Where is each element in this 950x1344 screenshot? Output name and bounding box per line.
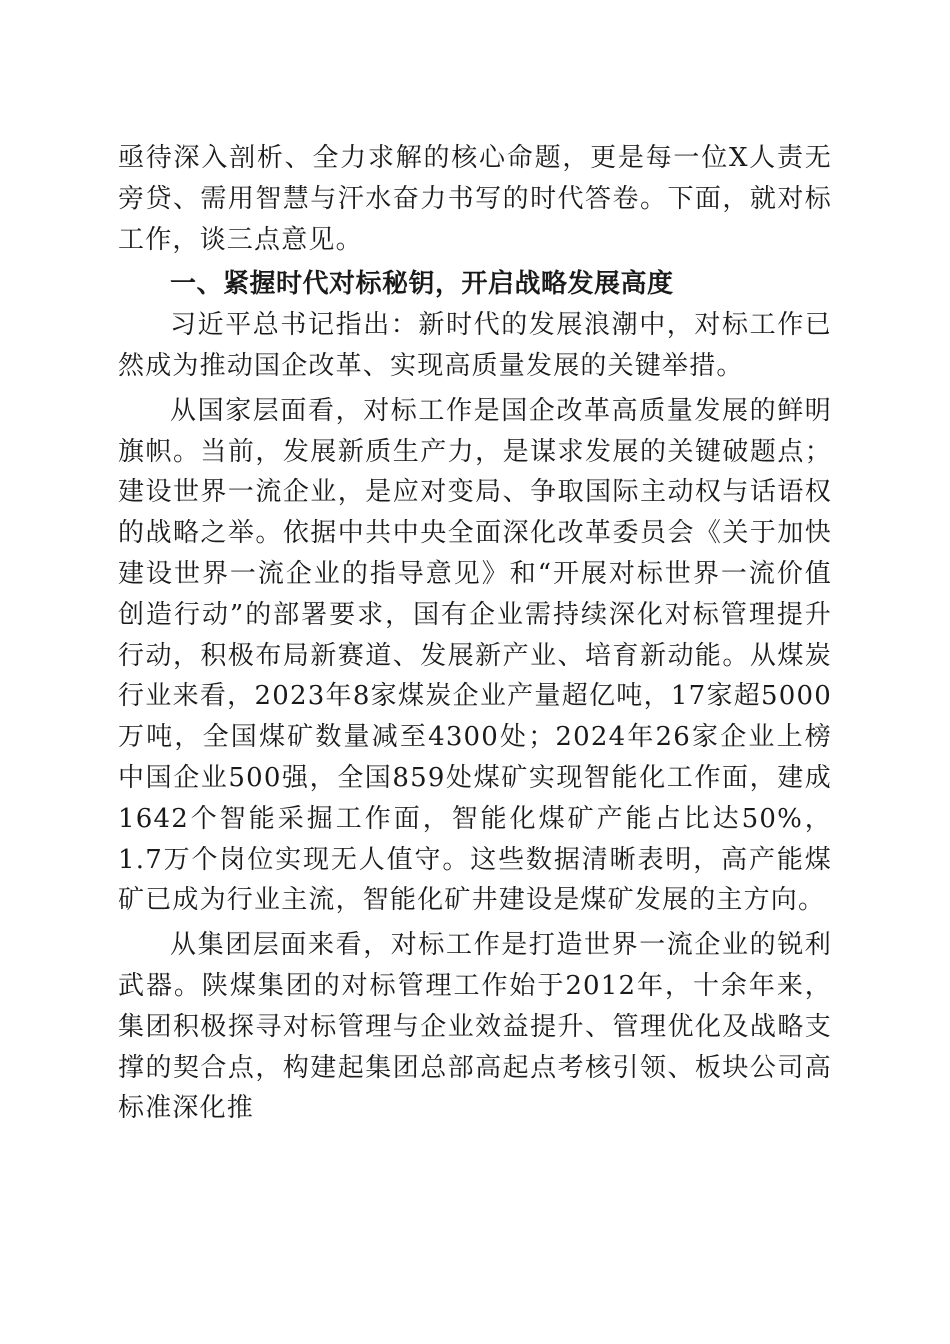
national-level-paragraph: 从国家层面看，对标工作是国企改革高质量发展的鲜明旗帜。当前，发展新质生产力，是谋求发展的关键破题点；建设世界一流企业，是应对变局、争取国际主动权与话语权的战略之举。依据中共中央全面深化改革委员会《关于加快建设世界一流企业的指导意见》和“开展对标世界一流价值创造行动”的部署要求，国有企业需持续深化对标管理提升行动，积极布局新赛道、发展新产业、培育新动能。从煤炭行业来看，2023年8家煤炭企业产量超亿吨，17家超5000万吨，全国煤矿数量减至4300处；2024年26家企业上榜中国企业500强，全国859处煤矿实现智能化工作面，建成1642个智能采掘工作面，智能化煤矿产能占比达50%，1.7万个岗位实现无人值守。这些数据清晰表明，高产能煤矿已成为行业主流，智能化矿井建设是煤矿发展的主方向。 (118, 395, 832, 916)
opening-paragraph: 亟待深入剖析、全力求解的核心命题，更是每一位X人责无旁贷、需用智慧与汗水奋力书写的时代答卷。下面，就对标工作，谈三点意见。 (118, 143, 832, 255)
quote-paragraph: 习近平总书记指出：新时代的发展浪潮中，对标工作已然成为推动国企改革、实现高质量发展的关键举措。 (118, 310, 832, 381)
group-level-paragraph: 从集团层面来看，对标工作是打造世界一流企业的锐利武器。陕煤集团的对标管理工作始于2012年，十余年来，集团积极探寻对标管理与企业效益提升、管理优化及战略支撑的契合点，构建起集团总部高起点考核引领、板块公司高标准深化推 (118, 930, 832, 1124)
section-heading-1: 一、紧握时代对标秘钥，开启战略发展高度 (170, 269, 674, 300)
document-page (118, 138, 832, 1129)
